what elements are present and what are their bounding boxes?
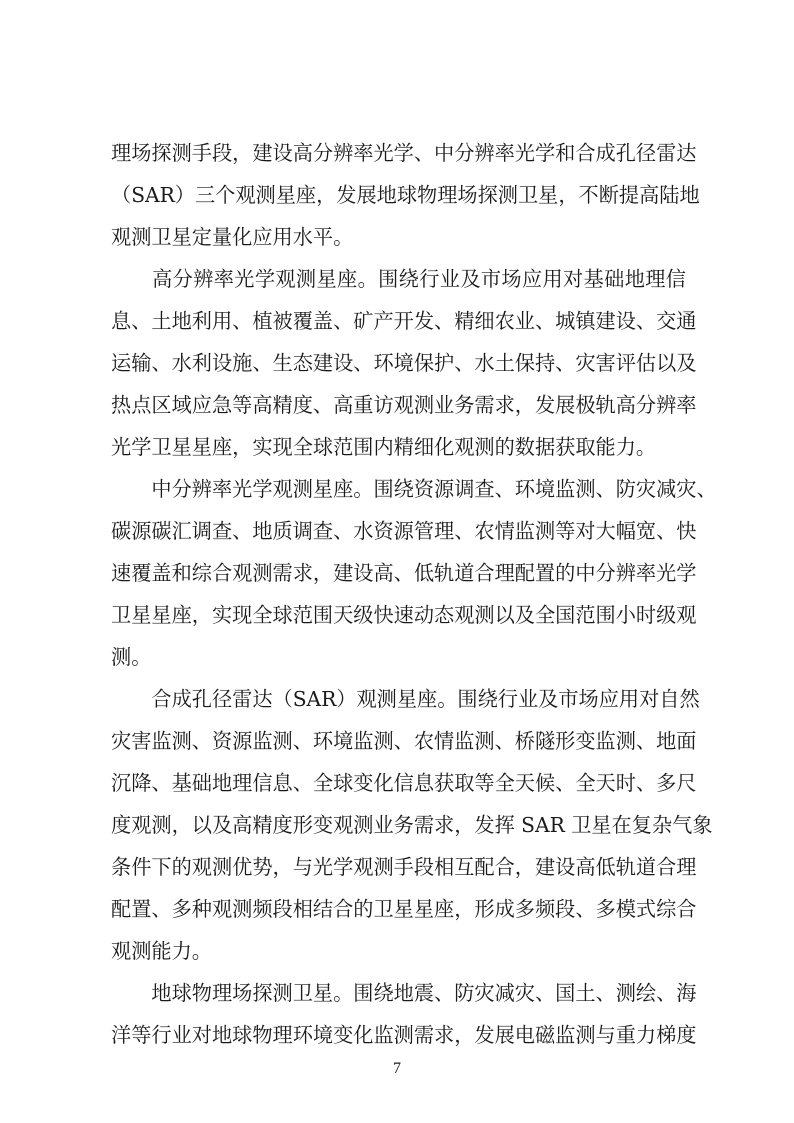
text-line: 热点区域应急等高精度、高重访观测业务需求，发展极轨高分辨率 <box>111 393 697 417</box>
text-line: 速覆盖和综合观测需求，建设高、低轨道合理配置的中分辨率光学 <box>111 561 697 585</box>
text-line: 沉降、基础地理信息、全球变化信息获取等全天候、全天时、多尺 <box>111 771 697 795</box>
text-line: 测。 <box>111 645 152 669</box>
text-line: 观测能力。 <box>111 939 212 963</box>
text-line: 息、土地利用、植被覆盖、矿产开发、精细农业、城镇建设、交通 <box>111 309 697 333</box>
text-line: 运输、水利设施、生态建设、环境保护、水土保持、灾害评估以及 <box>111 351 697 375</box>
text-line: 配置、多种观测频段相结合的卫星星座，形成多频段、多模式综合 <box>111 897 697 921</box>
text-line: 中分辨率光学观测星座。围绕资源调查、环境监测、防灾减灾、 <box>111 477 717 501</box>
text-line: 观测卫星定量化应用水平。 <box>111 225 354 249</box>
text-line: 度观测，以及高精度形变观测业务需求，发挥 SAR 卫星在复杂气象 <box>111 813 713 837</box>
text-line: 灾害监测、资源监测、环境监测、农情监测、桥隧形变监测、地面 <box>111 729 697 753</box>
text-line: 碳源碳汇调查、地质调查、水资源管理、农情监测等对大幅宽、快 <box>111 519 697 543</box>
text-line: 理场探测手段，建设高分辨率光学、中分辨率光学和合成孔径雷达 <box>111 141 697 165</box>
text-line: 高分辨率光学观测星座。围绕行业及市场应用对基础地理信 <box>111 267 686 291</box>
text-line: 洋等行业对地球物理环境变化监测需求，发展电磁监测与重力梯度 <box>111 1023 697 1047</box>
text-line: 合成孔径雷达（SAR）观测星座。围绕行业及市场应用对自然 <box>111 687 700 711</box>
text-line: 光学卫星星座，实现全球范围内精细化观测的数据获取能力。 <box>111 435 657 459</box>
text-line: 卫星星座，实现全球范围天级快速动态观测以及全国范围小时级观 <box>111 603 697 627</box>
page-number: 7 <box>393 1060 401 1077</box>
text-line: 条件下的观测优势，与光学观测手段相互配合，建设高低轨道合理 <box>111 855 697 879</box>
text-line: 地球物理场探测卫星。围绕地震、防灾减灾、国土、测绘、海 <box>111 981 697 1005</box>
text-line: （SAR）三个观测星座，发展地球物理场探测卫星，不断提高陆地 <box>111 183 700 207</box>
